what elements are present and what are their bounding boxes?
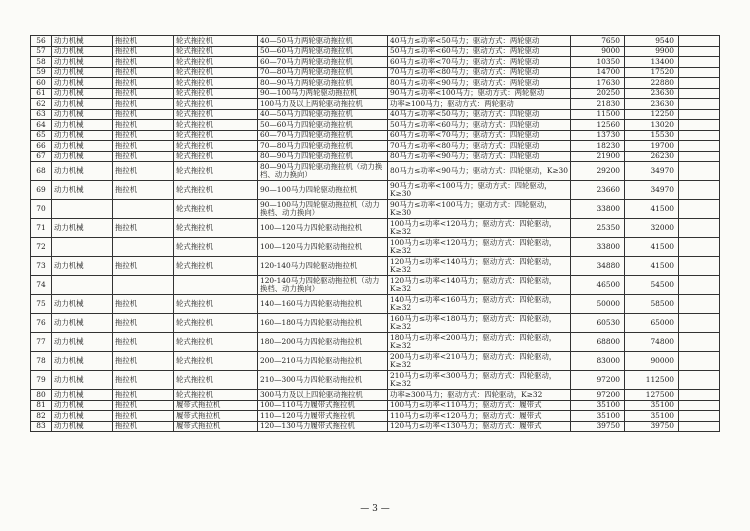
subcategory-cell: 拖拉机	[113, 130, 174, 141]
item-name-cell: 80—90马力四轮驱动拖拉机（动力换档、动力换向）	[258, 162, 388, 181]
item-name-cell: 120—130马力履带式拖拉机	[258, 421, 388, 432]
type-cell: 履带式拖拉机	[174, 421, 258, 432]
price-cell-1: 97200	[571, 390, 625, 401]
spec-cell: 160马力≤功率<180马力；驱动方式：四轮驱动，K≥32	[388, 314, 571, 333]
price-cell-1: 46500	[571, 276, 625, 295]
blank-cell	[679, 120, 720, 131]
subcategory-cell: 拖拉机	[113, 314, 174, 333]
row-number: 59	[31, 67, 52, 78]
category-cell: 动力机械	[52, 295, 113, 314]
row-number: 82	[31, 411, 52, 422]
subcategory-cell	[113, 238, 174, 257]
price-cell-2: 22880	[625, 78, 679, 89]
spec-cell: 100马力≤功率<120马力；驱动方式：四轮驱动，K≥32	[388, 219, 571, 238]
price-cell-2: 23630	[625, 99, 679, 110]
page-number: — 3 —	[360, 504, 390, 514]
item-name-cell: 70—80马力四轮驱动拖拉机	[258, 141, 388, 152]
item-name-cell: 120-140马力四轮驱动拖拉机（动力换档、动力换向）	[258, 276, 388, 295]
blank-cell	[679, 219, 720, 238]
type-cell: 轮式拖拉机	[174, 238, 258, 257]
spec-cell: 50马力≤功率<60马力；驱动方式：两轮驱动	[388, 46, 571, 57]
subcategory-cell: 拖拉机	[113, 120, 174, 131]
price-cell-1: 60530	[571, 314, 625, 333]
spec-cell: 100马力≤功率<120马力；驱动方式：四轮驱动，K≥32	[388, 238, 571, 257]
row-number: 77	[31, 333, 52, 352]
blank-cell	[679, 352, 720, 371]
spec-cell: 功率≥300马力；驱动方式：四轮驱动，K≥32	[388, 390, 571, 401]
price-cell-2: 90000	[625, 352, 679, 371]
row-number: 80	[31, 390, 52, 401]
category-cell: 动力机械	[52, 421, 113, 432]
category-cell: 动力机械	[52, 78, 113, 89]
spec-cell: 80马力≤功率<90马力；驱动方式：四轮驱动	[388, 151, 571, 162]
category-cell: 动力机械	[52, 99, 113, 110]
table-row	[31, 400, 720, 411]
table-row	[31, 57, 720, 68]
price-cell-2: 9900	[625, 46, 679, 57]
item-name-cell: 60—70马力两轮驱动拖拉机	[258, 57, 388, 68]
type-cell: 轮式拖拉机	[174, 99, 258, 110]
table-row	[31, 120, 720, 131]
price-cell-1: 33800	[571, 200, 625, 219]
type-cell: 轮式拖拉机	[174, 390, 258, 401]
table-row	[31, 46, 720, 57]
blank-cell	[679, 400, 720, 411]
item-name-cell: 140—160马力四轮驱动拖拉机	[258, 295, 388, 314]
subcategory-cell: 拖拉机	[113, 333, 174, 352]
type-cell: 轮式拖拉机	[174, 219, 258, 238]
price-cell-2: 9540	[625, 36, 679, 47]
row-number: 63	[31, 109, 52, 120]
category-cell: 动力机械	[52, 257, 113, 276]
table-row	[31, 200, 720, 219]
item-name-cell: 110—120马力履带式拖拉机	[258, 411, 388, 422]
price-cell-2: 12250	[625, 109, 679, 120]
price-cell-1: 29200	[571, 162, 625, 181]
type-cell: 轮式拖拉机	[174, 181, 258, 200]
category-cell	[52, 200, 113, 219]
blank-cell	[679, 411, 720, 422]
spec-cell: 80马力≤功率<90马力；驱动方式：两轮驱动	[388, 78, 571, 89]
blank-cell	[679, 46, 720, 57]
item-name-cell: 100—120马力四轮驱动拖拉机	[258, 238, 388, 257]
table-row	[31, 67, 720, 78]
table-row	[31, 371, 720, 390]
row-number: 72	[31, 238, 52, 257]
price-cell-1: 14700	[571, 67, 625, 78]
blank-cell	[679, 67, 720, 78]
table-row	[31, 219, 720, 238]
type-cell: 轮式拖拉机	[174, 200, 258, 219]
row-number: 83	[31, 421, 52, 432]
row-number: 70	[31, 200, 52, 219]
category-cell: 动力机械	[52, 57, 113, 68]
row-number: 58	[31, 57, 52, 68]
subcategory-cell: 拖拉机	[113, 295, 174, 314]
category-cell: 动力机械	[52, 352, 113, 371]
type-cell: 轮式拖拉机	[174, 151, 258, 162]
price-cell-1: 34880	[571, 257, 625, 276]
blank-cell	[679, 181, 720, 200]
table-row	[31, 141, 720, 152]
price-cell-1: 21900	[571, 151, 625, 162]
price-cell-1: 50000	[571, 295, 625, 314]
spec-cell: 40马力≤功率<50马力；驱动方式：两轮驱动	[388, 36, 571, 47]
price-cell-1: 13730	[571, 130, 625, 141]
price-cell-2: 41500	[625, 238, 679, 257]
type-cell: 履带式拖拉机	[174, 411, 258, 422]
subcategory-cell: 拖拉机	[113, 88, 174, 99]
blank-cell	[679, 421, 720, 432]
price-cell-2: 13400	[625, 57, 679, 68]
item-name-cell: 160—180马力四轮驱动拖拉机	[258, 314, 388, 333]
price-cell-1: 35100	[571, 411, 625, 422]
subcategory-cell: 拖拉机	[113, 400, 174, 411]
table-row	[31, 181, 720, 200]
category-cell: 动力机械	[52, 181, 113, 200]
item-name-cell: 60—70马力四轮驱动拖拉机	[258, 130, 388, 141]
blank-cell	[679, 333, 720, 352]
price-cell-1: 21830	[571, 99, 625, 110]
table-body	[31, 36, 720, 432]
row-number: 79	[31, 371, 52, 390]
subcategory-cell	[113, 276, 174, 295]
type-cell: 轮式拖拉机	[174, 36, 258, 47]
table-row	[31, 390, 720, 401]
subcategory-cell: 拖拉机	[113, 411, 174, 422]
item-name-cell: 300马力及以上四轮驱动拖拉机	[258, 390, 388, 401]
blank-cell	[679, 390, 720, 401]
item-name-cell: 180—200马力四轮驱动拖拉机	[258, 333, 388, 352]
subcategory-cell: 拖拉机	[113, 78, 174, 89]
subcategory-cell: 拖拉机	[113, 151, 174, 162]
category-cell: 动力机械	[52, 371, 113, 390]
price-cell-1: 10350	[571, 57, 625, 68]
item-name-cell: 70—80马力两轮驱动拖拉机	[258, 67, 388, 78]
spec-cell: 70马力≤功率<80马力；驱动方式：两轮驱动	[388, 67, 571, 78]
type-cell: 轮式拖拉机	[174, 141, 258, 152]
table-row	[31, 162, 720, 181]
table-row	[31, 36, 720, 47]
item-name-cell: 80—90马力两轮驱动拖拉机	[258, 78, 388, 89]
table-row	[31, 130, 720, 141]
spec-cell: 120马力≤功率<140马力；驱动方式：四轮驱动，K≥32	[388, 257, 571, 276]
price-cell-2: 35100	[625, 411, 679, 422]
row-number: 73	[31, 257, 52, 276]
spec-cell: 40马力≤功率<50马力；驱动方式：四轮驱动	[388, 109, 571, 120]
item-name-cell: 200—210马力四轮驱动拖拉机	[258, 352, 388, 371]
row-number: 81	[31, 400, 52, 411]
category-cell: 动力机械	[52, 390, 113, 401]
price-cell-1: 20250	[571, 88, 625, 99]
blank-cell	[679, 162, 720, 181]
subcategory-cell: 拖拉机	[113, 162, 174, 181]
subcategory-cell: 拖拉机	[113, 141, 174, 152]
blank-cell	[679, 141, 720, 152]
blank-cell	[679, 200, 720, 219]
price-cell-2: 74800	[625, 333, 679, 352]
price-cell-2: 15530	[625, 130, 679, 141]
table-row	[31, 352, 720, 371]
row-number: 76	[31, 314, 52, 333]
row-number: 69	[31, 181, 52, 200]
row-number: 62	[31, 99, 52, 110]
row-number: 74	[31, 276, 52, 295]
item-name-cell: 40—50马力四轮驱动拖拉机	[258, 109, 388, 120]
category-cell	[52, 276, 113, 295]
spec-cell: 90马力≤功率<100马力；驱动方式：两轮驱动	[388, 88, 571, 99]
type-cell: 轮式拖拉机	[174, 162, 258, 181]
blank-cell	[679, 99, 720, 110]
type-cell: 轮式拖拉机	[174, 295, 258, 314]
price-cell-2: 39750	[625, 421, 679, 432]
spec-cell: 80马力≤功率<90马力；驱动方式：四轮驱动，K≥30	[388, 162, 571, 181]
category-cell: 动力机械	[52, 162, 113, 181]
table-row	[31, 99, 720, 110]
category-cell: 动力机械	[52, 314, 113, 333]
spec-cell: 210马力≤功率<300马力；驱动方式：四轮驱动，K≥32	[388, 371, 571, 390]
price-cell-1: 39750	[571, 421, 625, 432]
row-number: 75	[31, 295, 52, 314]
price-cell-1: 23660	[571, 181, 625, 200]
spec-cell: 50马力≤功率<60马力；驱动方式：四轮驱动	[388, 120, 571, 131]
row-number: 56	[31, 36, 52, 47]
subcategory-cell: 拖拉机	[113, 57, 174, 68]
item-name-cell: 90—100马力两轮驱动拖拉机	[258, 88, 388, 99]
category-cell: 动力机械	[52, 46, 113, 57]
spec-cell: 70马力≤功率<80马力；驱动方式：四轮驱动	[388, 141, 571, 152]
price-cell-2: 35100	[625, 400, 679, 411]
subcategory-cell: 拖拉机	[113, 352, 174, 371]
price-cell-2: 23630	[625, 88, 679, 99]
price-cell-2: 26230	[625, 151, 679, 162]
subcategory-cell: 拖拉机	[113, 109, 174, 120]
category-cell: 动力机械	[52, 219, 113, 238]
table-row	[31, 238, 720, 257]
type-cell: 轮式拖拉机	[174, 371, 258, 390]
spec-cell: 90马力≤功率<100马力；驱动方式：四轮驱动，K≥30	[388, 181, 571, 200]
table-row	[31, 78, 720, 89]
item-name-cell: 100—120马力四轮驱动拖拉机	[258, 219, 388, 238]
item-name-cell: 50—60马力两轮驱动拖拉机	[258, 46, 388, 57]
table-row	[31, 276, 720, 295]
price-cell-1: 17630	[571, 78, 625, 89]
subcategory-cell: 拖拉机	[113, 67, 174, 78]
price-cell-2: 41500	[625, 257, 679, 276]
item-name-cell: 90—100马力四轮驱动拖拉机	[258, 181, 388, 200]
type-cell: 轮式拖拉机	[174, 57, 258, 68]
item-name-cell: 100马力及以上两轮驱动拖拉机	[258, 99, 388, 110]
spec-cell: 功率≥100马力；驱动方式：两轮驱动	[388, 99, 571, 110]
blank-cell	[679, 151, 720, 162]
price-cell-1: 35100	[571, 400, 625, 411]
subcategory-cell: 拖拉机	[113, 99, 174, 110]
table-row	[31, 257, 720, 276]
category-cell: 动力机械	[52, 109, 113, 120]
price-cell-1: 83000	[571, 352, 625, 371]
subcategory-cell: 拖拉机	[113, 371, 174, 390]
category-cell: 动力机械	[52, 120, 113, 131]
price-cell-2: 34970	[625, 162, 679, 181]
price-cell-1: 9000	[571, 46, 625, 57]
row-number: 61	[31, 88, 52, 99]
table-row	[31, 88, 720, 99]
table-row	[31, 421, 720, 432]
type-cell: 轮式拖拉机	[174, 314, 258, 333]
category-cell: 动力机械	[52, 130, 113, 141]
category-cell: 动力机械	[52, 151, 113, 162]
row-number: 60	[31, 78, 52, 89]
type-cell: 轮式拖拉机	[174, 46, 258, 57]
price-cell-2: 65000	[625, 314, 679, 333]
blank-cell	[679, 314, 720, 333]
spec-cell: 120马力≤功率<140马力；驱动方式：四轮驱动，K≥32	[388, 276, 571, 295]
subcategory-cell: 拖拉机	[113, 36, 174, 47]
type-cell: 轮式拖拉机	[174, 67, 258, 78]
type-cell: 轮式拖拉机	[174, 120, 258, 131]
price-cell-1: 11500	[571, 109, 625, 120]
price-cell-2: 13020	[625, 120, 679, 131]
subcategory-cell: 拖拉机	[113, 257, 174, 276]
item-name-cell: 40—50马力两轮驱动拖拉机	[258, 36, 388, 47]
price-cell-2: 32000	[625, 219, 679, 238]
subcategory-cell: 拖拉机	[113, 421, 174, 432]
row-number: 78	[31, 352, 52, 371]
spec-cell: 120马力≤功率<130马力；驱动方式：履带式	[388, 421, 571, 432]
blank-cell	[679, 238, 720, 257]
subcategory-cell: 拖拉机	[113, 390, 174, 401]
subcategory-cell: 拖拉机	[113, 219, 174, 238]
table-row	[31, 411, 720, 422]
type-cell: 履带式拖拉机	[174, 400, 258, 411]
spec-cell: 140马力≤功率<160马力；驱动方式：四轮驱动，K≥32	[388, 295, 571, 314]
blank-cell	[679, 371, 720, 390]
category-cell: 动力机械	[52, 333, 113, 352]
row-number: 71	[31, 219, 52, 238]
item-name-cell: 50—60马力四轮驱动拖拉机	[258, 120, 388, 131]
blank-cell	[679, 78, 720, 89]
subcategory-cell: 拖拉机	[113, 181, 174, 200]
price-cell-2: 17520	[625, 67, 679, 78]
type-cell: 轮式拖拉机	[174, 333, 258, 352]
type-cell: 轮式拖拉机	[174, 88, 258, 99]
table-row	[31, 295, 720, 314]
item-name-cell: 120-140马力四轮驱动拖拉机	[258, 257, 388, 276]
item-name-cell: 100—110马力履带式拖拉机	[258, 400, 388, 411]
spec-cell: 60马力≤功率<70马力；驱动方式：四轮驱动	[388, 130, 571, 141]
price-cell-2: 127500	[625, 390, 679, 401]
item-name-cell: 90—100马力四轮驱动拖拉机（动力换档、动力换向）	[258, 200, 388, 219]
type-cell: 轮式拖拉机	[174, 130, 258, 141]
price-cell-1: 18230	[571, 141, 625, 152]
table-row	[31, 151, 720, 162]
type-cell: 轮式拖拉机	[174, 78, 258, 89]
type-cell: 轮式拖拉机	[174, 257, 258, 276]
price-cell-1: 12560	[571, 120, 625, 131]
table-row	[31, 314, 720, 333]
category-cell	[52, 238, 113, 257]
blank-cell	[679, 109, 720, 120]
spec-cell: 110马力≤功率<120马力；驱动方式：履带式	[388, 411, 571, 422]
blank-cell	[679, 88, 720, 99]
item-name-cell: 80—90马力四轮驱动拖拉机	[258, 151, 388, 162]
price-cell-2: 41500	[625, 200, 679, 219]
row-number: 67	[31, 151, 52, 162]
table-row	[31, 333, 720, 352]
category-cell: 动力机械	[52, 411, 113, 422]
item-name-cell: 210—300马力四轮驱动拖拉机	[258, 371, 388, 390]
price-cell-2: 19700	[625, 141, 679, 152]
blank-cell	[679, 276, 720, 295]
spec-cell: 200马力≤功率<210马力；驱动方式：四轮驱动，K≥32	[388, 352, 571, 371]
blank-cell	[679, 36, 720, 47]
price-cell-1: 25350	[571, 219, 625, 238]
price-cell-1: 68800	[571, 333, 625, 352]
blank-cell	[679, 257, 720, 276]
type-cell: 轮式拖拉机	[174, 352, 258, 371]
price-cell-1: 7650	[571, 36, 625, 47]
category-cell: 动力机械	[52, 88, 113, 99]
type-cell: 轮式拖拉机	[174, 109, 258, 120]
type-cell	[174, 276, 258, 295]
price-cell-1: 97200	[571, 371, 625, 390]
row-number: 65	[31, 130, 52, 141]
blank-cell	[679, 57, 720, 68]
blank-cell	[679, 130, 720, 141]
subsidy-table	[30, 35, 720, 432]
price-cell-2: 54500	[625, 276, 679, 295]
price-cell-1: 33800	[571, 238, 625, 257]
subcategory-cell: 拖拉机	[113, 46, 174, 57]
spec-cell: 90马力≤功率<100马力；驱动方式：四轮驱动，K≥30	[388, 200, 571, 219]
spec-cell: 60马力≤功率<70马力；驱动方式：两轮驱动	[388, 57, 571, 68]
category-cell: 动力机械	[52, 67, 113, 78]
category-cell: 动力机械	[52, 141, 113, 152]
blank-cell	[679, 295, 720, 314]
row-number: 66	[31, 141, 52, 152]
price-cell-2: 112500	[625, 371, 679, 390]
price-cell-2: 58500	[625, 295, 679, 314]
category-cell: 动力机械	[52, 400, 113, 411]
price-cell-2: 34970	[625, 181, 679, 200]
spec-cell: 180马力≤功率<200马力；驱动方式：四轮驱动，K≥32	[388, 333, 571, 352]
spec-cell: 100马力≤功率<110马力；驱动方式：履带式	[388, 400, 571, 411]
subcategory-cell	[113, 200, 174, 219]
row-number: 68	[31, 162, 52, 181]
category-cell: 动力机械	[52, 36, 113, 47]
table-row	[31, 109, 720, 120]
row-number: 64	[31, 120, 52, 131]
row-number: 57	[31, 46, 52, 57]
